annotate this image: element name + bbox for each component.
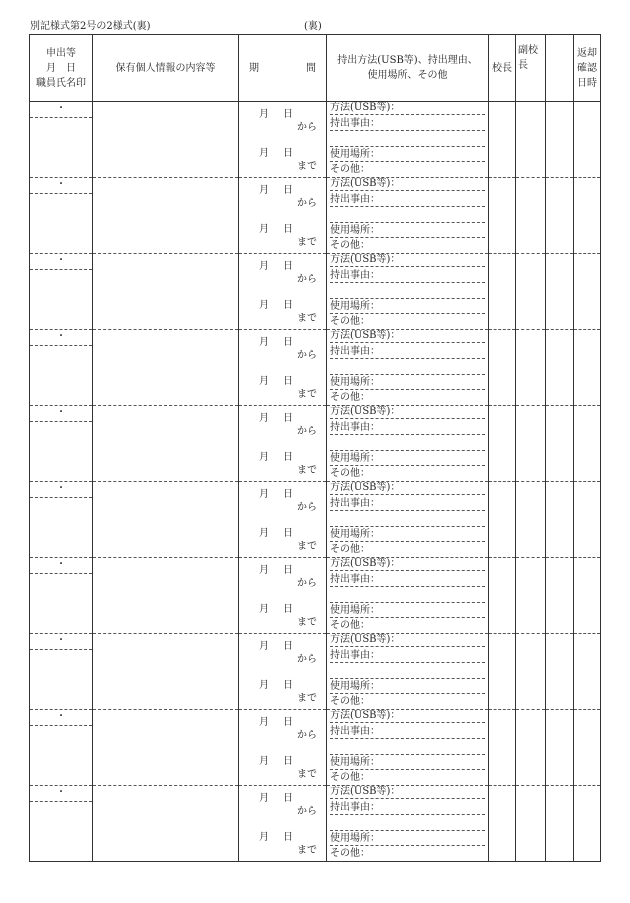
reason-line: 持出事由： [330,117,485,131]
table-row [30,102,601,178]
date-divider [30,725,92,726]
from-month-label: 月 [259,337,269,348]
method-line: 方法(USB等)： [330,709,485,723]
side-label: (裏) [304,21,322,32]
blank-cell[interactable] [546,710,574,786]
principal-cell[interactable] [489,178,516,254]
reason-line: 持出事由： [330,421,485,435]
method-cell[interactable] [327,406,489,482]
header-row [30,35,601,102]
principal-header: 校長 [489,35,516,102]
other-line: その他： [330,316,370,327]
reason-line: 持出事由： [330,193,485,207]
vice-principal-cell[interactable] [516,178,546,254]
date-divider [30,269,92,270]
reason-line: 持出事由： [330,269,485,283]
place-line: 使用場所： [330,756,485,770]
from-month-label: 月 [259,793,269,804]
from-label: から [297,806,317,817]
stamp-dot: ・ [56,407,66,418]
method-cell[interactable] [327,558,489,634]
applicant-header-line: 職員氏名印 [36,77,86,89]
return-cell[interactable] [574,330,601,406]
applicant-cell[interactable] [30,786,93,862]
method-line: 方法(USB等)： [330,101,485,115]
form-title: 別記様式第2号の2様式(裏) [30,21,151,32]
from-day-label: 日 [283,261,293,272]
period-cell[interactable] [239,710,327,786]
table-row [30,710,601,786]
vice-principal-cell[interactable] [516,710,546,786]
method-line: 方法(USB等)： [330,405,485,419]
until-label: まで [297,237,317,248]
content-cell[interactable] [93,634,239,710]
principal-cell[interactable] [489,786,516,862]
period-cell[interactable] [239,102,327,178]
blank-cell[interactable] [546,102,574,178]
period-cell[interactable] [239,482,327,558]
method-cell[interactable] [327,254,489,330]
table-row [30,482,601,558]
from-label: から [297,274,317,285]
from-day-label: 日 [283,717,293,728]
reason-line-extra [330,665,485,679]
blank-cell[interactable] [546,254,574,330]
until-day-label: 日 [283,756,293,767]
blank-cell[interactable] [546,330,574,406]
until-day-label: 日 [283,148,293,159]
from-day-label: 日 [283,185,293,196]
vice-principal-cell[interactable] [516,406,546,482]
until-label: まで [297,845,317,856]
return-header [574,35,601,102]
vice-principal-cell[interactable] [516,786,546,862]
until-label: まで [297,465,317,476]
method-cell[interactable] [327,330,489,406]
until-month-label: 月 [259,528,269,539]
principal-cell[interactable] [489,558,516,634]
return-cell[interactable] [574,786,601,862]
method-cell[interactable] [327,102,489,178]
applicant-cell[interactable] [30,178,93,254]
reason-line: 持出事由： [330,801,485,815]
date-divider [30,573,92,574]
principal-cell[interactable] [489,254,516,330]
other-line: その他： [330,468,370,479]
place-line: 使用場所： [330,224,485,238]
blank-cell[interactable] [546,482,574,558]
from-label: から [297,730,317,741]
from-label: から [297,578,317,589]
method-line: 方法(USB等)： [330,481,485,495]
from-month-label: 月 [259,717,269,728]
content-cell[interactable] [93,786,239,862]
stamp-dot: ・ [56,559,66,570]
other-line: その他： [330,848,370,859]
place-line: 使用場所： [330,452,485,466]
period-header-b: 間 [306,62,316,74]
method-line: 方法(USB等)： [330,633,485,647]
from-label: から [297,350,317,361]
from-day-label: 日 [283,793,293,804]
date-divider [30,497,92,498]
from-label: から [297,502,317,513]
return-cell[interactable] [574,254,601,330]
until-label: まで [297,541,317,552]
until-day-label: 日 [283,604,293,615]
until-label: まで [297,769,317,780]
period-cell[interactable] [239,558,327,634]
applicant-header [30,35,93,102]
reason-line-extra [330,513,485,527]
reason-line-extra [330,209,485,223]
table-row [30,330,601,406]
from-label: から [297,198,317,209]
blank-cell[interactable] [546,178,574,254]
stamp-dot: ・ [56,331,66,342]
applicant-cell[interactable] [30,102,93,178]
period-cell[interactable] [239,330,327,406]
from-day-label: 日 [283,489,293,500]
from-label: から [297,654,317,665]
return-cell[interactable] [574,634,601,710]
method-header-line: 使用場所、その他 [367,70,448,81]
period-cell[interactable] [239,254,327,330]
period-cell[interactable] [239,786,327,862]
until-day-label: 日 [283,452,293,463]
blank-header [546,35,574,102]
until-label: まで [297,313,317,324]
date-divider [30,421,92,422]
principal-cell[interactable] [489,482,516,558]
return-cell[interactable] [574,558,601,634]
other-line: その他： [330,164,370,175]
applicant-cell[interactable] [30,558,93,634]
content-cell[interactable] [93,710,239,786]
date-divider [30,193,92,194]
method-cell[interactable] [327,710,489,786]
content-cell[interactable] [93,254,239,330]
from-month-label: 月 [259,641,269,652]
date-divider [30,117,92,118]
reason-line-extra [330,133,485,147]
stamp-dot: ・ [56,787,66,798]
return-header-line: 確認 [577,62,597,74]
until-month-label: 月 [259,376,269,387]
reason-line: 持出事由： [330,497,485,511]
vice-principal-cell[interactable] [516,558,546,634]
applicant-cell[interactable] [30,710,93,786]
method-line: 方法(USB等)： [330,177,485,191]
until-day-label: 日 [283,224,293,235]
method-header-line: 持出方法(USB等)、持出理由、 [337,55,478,66]
place-line: 使用場所： [330,376,485,390]
until-month-label: 月 [259,604,269,615]
place-line: 使用場所： [330,680,485,694]
date-divider [30,649,92,650]
reason-line: 持出事由： [330,649,485,663]
period-cell[interactable] [239,178,327,254]
content-cell[interactable] [93,482,239,558]
method-line: 方法(USB等)： [330,253,485,267]
blank-cell[interactable] [546,406,574,482]
reason-line: 持出事由： [330,725,485,739]
return-header-line: 返却 [577,47,597,59]
principal-cell[interactable] [489,330,516,406]
until-month-label: 月 [259,300,269,311]
method-cell[interactable] [327,634,489,710]
until-day-label: 日 [283,528,293,539]
applicant-cell[interactable] [30,482,93,558]
until-label: まで [297,161,317,172]
period-cell[interactable] [239,406,327,482]
method-line: 方法(USB等)： [330,557,485,571]
content-cell[interactable] [93,558,239,634]
vice-principal-cell[interactable] [516,254,546,330]
from-day-label: 日 [283,641,293,652]
stamp-dot: ・ [56,255,66,266]
principal-cell[interactable] [489,710,516,786]
table-row [30,634,601,710]
until-month-label: 月 [259,452,269,463]
applicant-cell[interactable] [30,330,93,406]
applicant-header-line: 申出等 [46,47,76,59]
reason-line-extra [330,817,485,831]
until-month-label: 月 [259,148,269,159]
reason-line: 持出事由： [330,573,485,587]
method-cell[interactable] [327,482,489,558]
principal-cell[interactable] [489,102,516,178]
from-day-label: 日 [283,565,293,576]
until-month-label: 月 [259,756,269,767]
period-header [239,35,327,102]
stamp-dot: ・ [56,179,66,190]
content-cell[interactable] [93,102,239,178]
method-header [327,35,489,102]
reason-line-extra [330,437,485,451]
until-label: まで [297,389,317,400]
stamp-dot: ・ [56,103,66,114]
content-cell[interactable] [93,406,239,482]
place-line: 使用場所： [330,832,485,846]
until-label: まで [297,693,317,704]
from-label: から [297,122,317,133]
table-row [30,786,601,862]
place-line: 使用場所： [330,604,485,618]
return-cell[interactable] [574,710,601,786]
from-day-label: 日 [283,337,293,348]
from-month-label: 月 [259,261,269,272]
from-month-label: 月 [259,565,269,576]
from-month-label: 月 [259,109,269,120]
until-day-label: 日 [283,376,293,387]
vice-principal-cell[interactable] [516,634,546,710]
place-line: 使用場所： [330,300,485,314]
method-line: 方法(USB等)： [330,785,485,799]
applicant-cell[interactable] [30,634,93,710]
other-line: その他： [330,240,370,251]
from-month-label: 月 [259,185,269,196]
applicant-cell[interactable] [30,254,93,330]
until-day-label: 日 [283,680,293,691]
until-day-label: 日 [283,300,293,311]
period-header-a: 期 [249,62,259,74]
principal-cell[interactable] [489,634,516,710]
other-line: その他： [330,544,370,555]
vice-principal-cell[interactable] [516,330,546,406]
until-month-label: 月 [259,224,269,235]
from-day-label: 日 [283,413,293,424]
other-line: その他： [330,392,370,403]
table-row [30,254,601,330]
stamp-dot: ・ [56,635,66,646]
applicant-header-line: 月 日 [46,62,76,74]
reason-line-extra [330,741,485,755]
place-line: 使用場所： [330,148,485,162]
vice-principal-cell[interactable] [516,102,546,178]
other-line: その他： [330,620,370,631]
table-row [30,558,601,634]
from-month-label: 月 [259,413,269,424]
applicant-cell[interactable] [30,406,93,482]
until-day-label: 日 [283,832,293,843]
place-line: 使用場所： [330,528,485,542]
from-label: から [297,426,317,437]
return-cell[interactable] [574,406,601,482]
method-line: 方法(USB等)： [330,329,485,343]
period-cell[interactable] [239,634,327,710]
vice-principal-header-line: 長 [518,60,528,71]
principal-cell[interactable] [489,406,516,482]
method-cell[interactable] [327,178,489,254]
return-header-line: 日時 [577,77,597,89]
until-label: まで [297,617,317,628]
other-line: その他： [330,772,370,783]
method-cell[interactable] [327,786,489,862]
reason-line-extra [330,589,485,603]
table-row [30,178,601,254]
date-divider [30,345,92,346]
date-divider [30,801,92,802]
reason-line: 持出事由： [330,345,485,359]
from-day-label: 日 [283,109,293,120]
other-line: その他： [330,696,370,707]
stamp-dot: ・ [56,711,66,722]
stamp-dot: ・ [56,483,66,494]
return-cell[interactable] [574,178,601,254]
vice-principal-header-line: 副校 [518,45,538,56]
reason-line-extra [330,361,485,375]
blank-cell[interactable] [546,786,574,862]
return-cell[interactable] [574,102,601,178]
blank-cell[interactable] [546,634,574,710]
from-month-label: 月 [259,489,269,500]
until-month-label: 月 [259,680,269,691]
vice-principal-header [516,35,546,102]
table-row [30,406,601,482]
content-header: 保有個人情報の内容等 [93,35,239,102]
vice-principal-cell[interactable] [516,482,546,558]
return-cell[interactable] [574,482,601,558]
reason-line-extra [330,285,485,299]
content-cell[interactable] [93,330,239,406]
until-month-label: 月 [259,832,269,843]
carry-out-table [29,34,601,862]
content-cell[interactable] [93,178,239,254]
blank-cell[interactable] [546,558,574,634]
